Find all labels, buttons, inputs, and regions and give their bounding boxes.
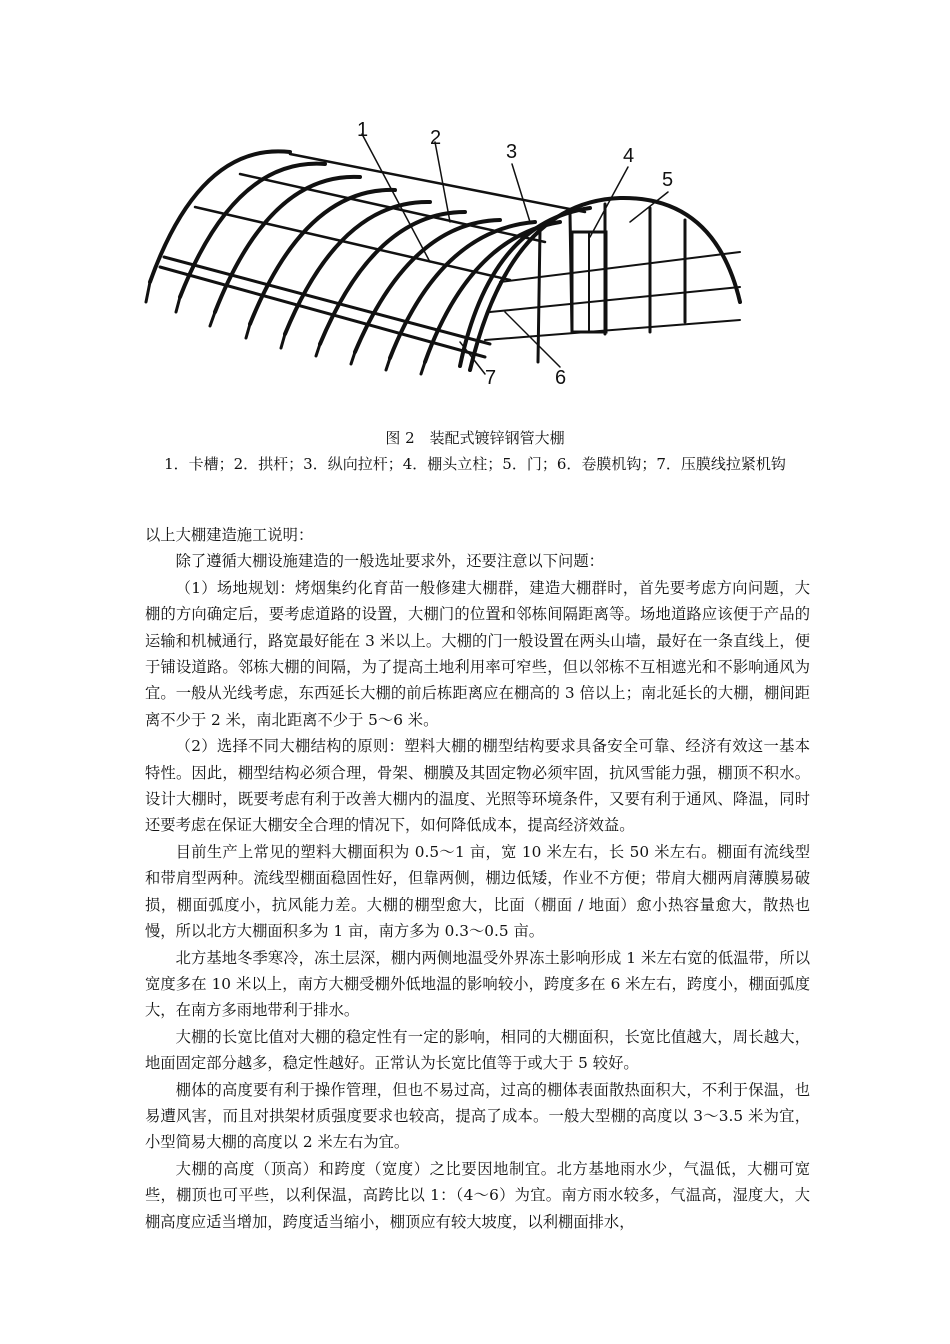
callout-label: 7: [485, 367, 497, 389]
paragraph: 除了遵循大棚设施建造的一般选址要求外，还要注意以下问题：: [175, 552, 604, 571]
paragraph: 大棚的高度（顶高）和跨度（宽度）之比要因地制宜。北方基地雨水少，气温低，大棚可宽些，棚顶也可平些，以利保温，高跨比以 1：（4～6）为宜。南方雨水较多，气温高，湿度大，大棚高度应适当增加，跨度适当缩小，棚顶应有较大坡度，以利棚面排水，: [145, 1159, 810, 1231]
callout-label: 5: [662, 169, 674, 191]
longitudinal-rod: [240, 174, 545, 242]
callout-label: 6: [555, 367, 567, 389]
document-body: [145, 522, 810, 1235]
callout-label: 3: [506, 141, 518, 163]
callout-label: 1: [357, 119, 369, 141]
paragraph: 棚体的高度要有利于操作管理，但也不易过高，过高的棚体表面散热面积大，不利于保温，也易遭风害，而且对拱架材质强度要求也较高，提高了成本。一般大型棚的高度以 3～3.5 米为宜，小型简易大棚的高度以 2 米左右为宜。: [145, 1080, 810, 1152]
callout-label: 4: [623, 145, 635, 167]
paragraph: （1）场地规划：烤烟集约化育苗一般修建大棚群，建造大棚群时，首先要考虑方向问题，大棚的方向确定后，要考虑道路的设置，大棚门的位置和邻栋间隔距离等。场地道路应该便于产品的运输和机械通行，路宽最好能在 3 米以上。大棚的门一般设置在两头山墙，最好在一条直线上，便于铺设道路。邻栋大棚的间隔，为了提高土地利用率可窄些，但以邻栋不互相遮光和不影响通风为宜。一般从光线考虑，东西延长大棚的前后栋距离应在棚高的 3 倍以上；南北延长的大棚，棚间距离不少于 2 米，南北距离不少于 5～6 米。: [145, 578, 810, 729]
paragraph: 目前生产上常见的塑料大棚面积为 0.5～1 亩，宽 10 米左右，长 50 米左右。棚面有流线型和带肩型两种。流线型棚面稳固性好，但靠两侧，棚边低矮，作业不方便；带肩大棚两肩薄膜易破损，棚面弧度小，抗风能力差。大棚的棚型愈大，比面（棚面 / 地面）愈小热容量愈大，散热也慢，所以北方大棚面积多为 1 亩，南方多为 0.3～0.5 亩。: [145, 842, 810, 941]
callout-label: 2: [430, 127, 442, 149]
paragraph: （2）选择不同大棚结构的原则：塑料大棚的棚型结构要求具备安全可靠、经济有效这一基本特性。因此，棚型结构必须合理，骨架、棚膜及其固定物必须牢固，抗风雪能力强，棚顶不积水。设计大棚时，既要考虑有利于改善大棚内的温度、光照等环境条件，又要有利于通风、降温，同时还要考虑在保证大棚安全合理的情况下，如何降低成本，提高经济效益。: [145, 737, 810, 835]
end-post: [538, 230, 540, 362]
paragraph: 北方基地冬季寒冷，冻土层深，棚内两侧地温受外界冻土影响形成 1 米左右宽的低温带，所以宽度多在 10 米以上，南方大棚受棚外低地温的影响较小，跨度多在 6 米左右，跨度小，棚面弧度大，在南方多雨地带利于排水。: [145, 948, 810, 1020]
longitudinal-rod: [160, 267, 485, 357]
figure-caption-title: 图 2 装配式镀锌钢管大棚: [385, 429, 565, 447]
longitudinal-rod: [290, 154, 585, 212]
greenhouse-figure: [140, 112, 780, 402]
greenhouse-diagram: [140, 112, 780, 402]
figure-caption-legend: 1．卡槽；2．拱杆；3．纵向拉杆；4．棚头立柱；5．门；6．卷膜机钩；7．压膜线拉紧机钩: [164, 455, 786, 473]
longitudinal-rod: [195, 207, 510, 280]
arch: [320, 212, 465, 344]
section-intro: 以上大棚建造施工说明：: [145, 526, 314, 544]
paragraph: 大棚的长宽比值对大棚的稳定性有一定的影响，相同的大棚面积，长宽比值越大，周长越大，地面固定部分越多，稳定性越好。正常认为长宽比值等于或大于 5 较好。: [145, 1027, 810, 1073]
